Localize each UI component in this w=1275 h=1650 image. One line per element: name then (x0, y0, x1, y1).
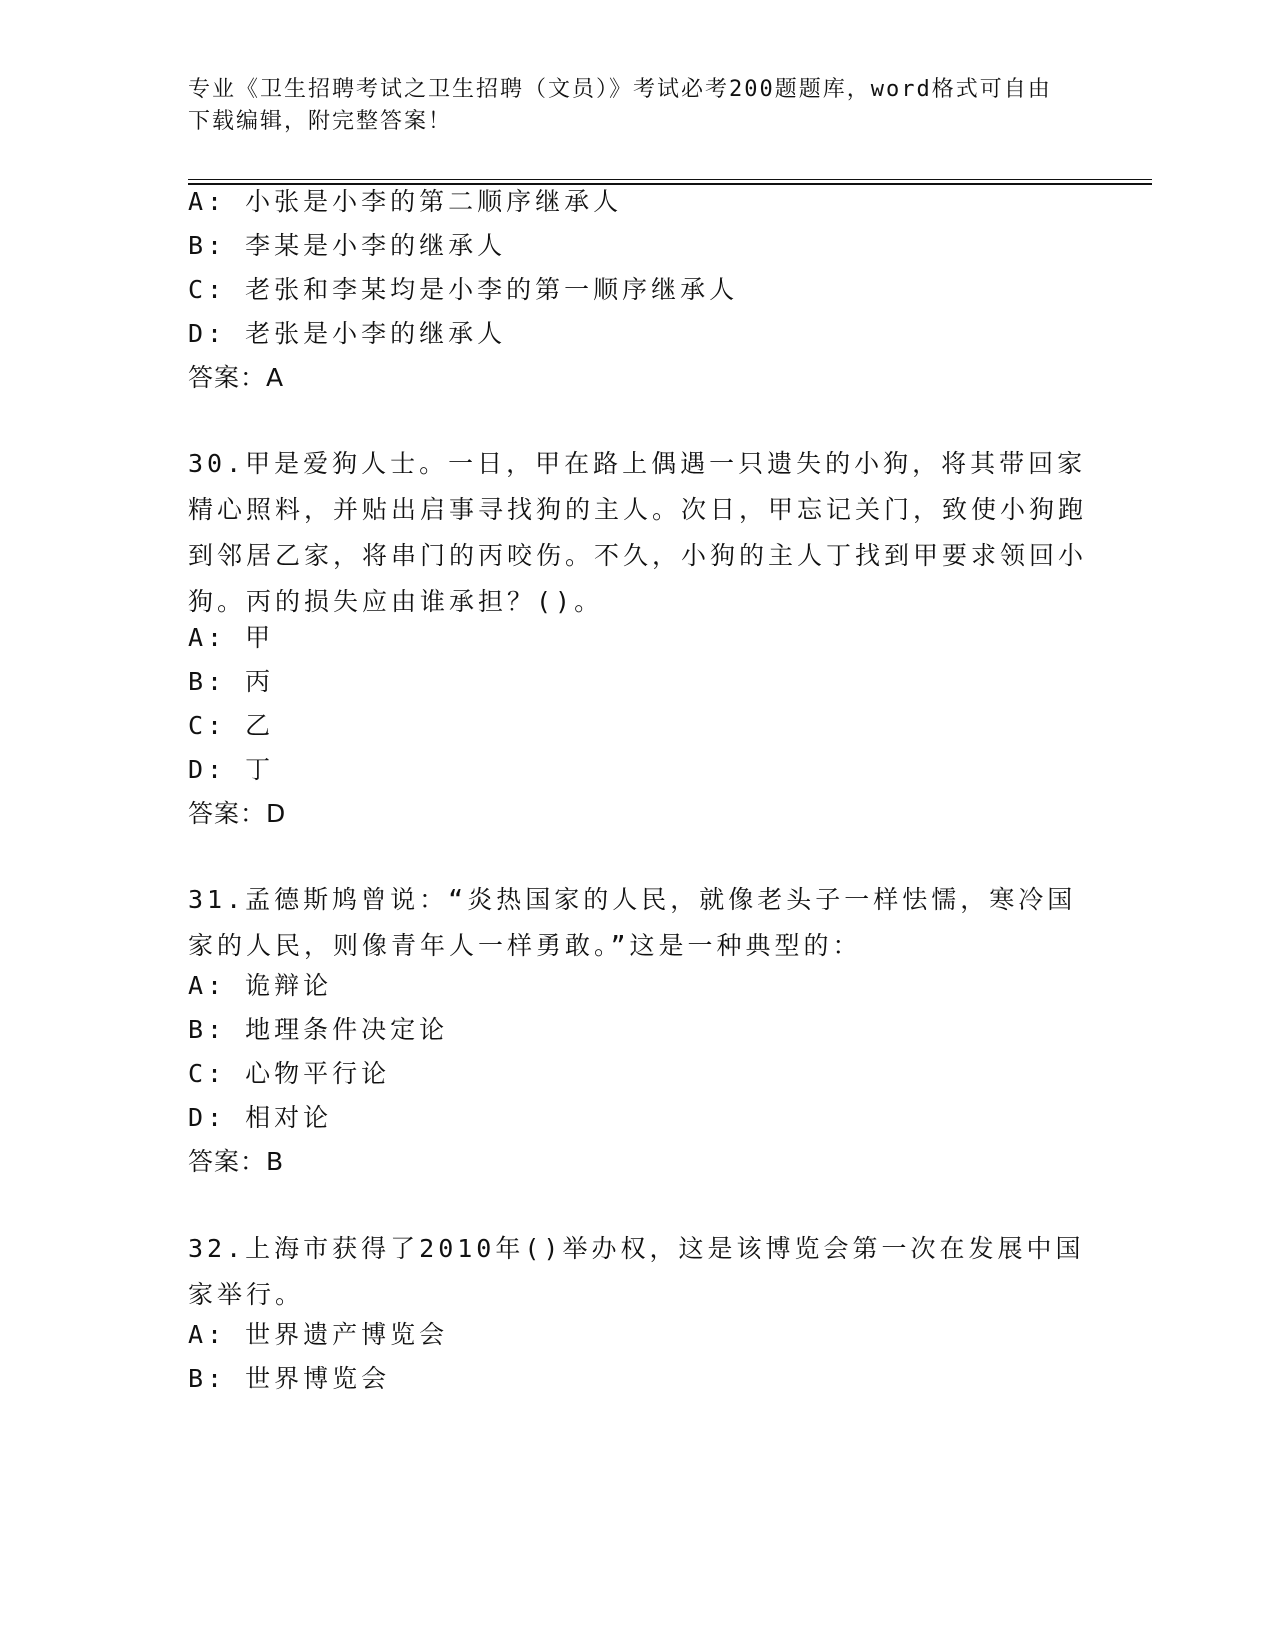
q31-option-d: D: 相对论 (188, 1103, 333, 1132)
q29-option-d: D: 老张是小李的继承人 (188, 319, 507, 348)
q30-option-b: B: 丙 (188, 667, 275, 696)
q31-option-b: B: 地理条件决定论 (188, 1015, 449, 1044)
q29-option-c: C: 老张和李某均是小李的第一顺序继承人 (188, 275, 739, 304)
q31-option-c: C: 心物平行论 (188, 1059, 391, 1088)
q30-stem: 30.甲是爱狗人士。一日，甲在路上偶遇一只遗失的小狗，将其带回家精心照料，并贴出启事寻找狗的主人。次日，甲忘记关门，致使小狗跑到邻居乙家，将串门的丙咬伤。不久，小狗的主人丁找到甲要求领回小狗。丙的损失应由谁承担？()。 (188, 449, 1088, 616)
q29-answer: 答案：A (188, 363, 285, 392)
q30-option-d: D: 丁 (188, 755, 275, 784)
q31-option-a: A: 诡辩论 (188, 971, 333, 1000)
q29-option-b: B: 李某是小李的继承人 (188, 231, 507, 260)
header-divider-thick (188, 183, 1152, 185)
q32-option-b: B: 世界博览会 (188, 1364, 391, 1393)
q30-answer: 答案：D (188, 799, 287, 828)
q32-option-a: A: 世界遗产博览会 (188, 1320, 449, 1349)
q30-option-c: C: 乙 (188, 711, 275, 740)
q32-stem: 32.上海市获得了2010年()举办权，这是该博览会第一次在发展中国家举行。 (188, 1234, 1085, 1309)
q31-answer: 答案：B (188, 1147, 285, 1176)
q31-stem: 31.孟德斯鸠曾说：“炎热国家的人民，就像老头子一样怯懦，寒冷国家的人民，则像青年人一样勇敢。”这是一种典型的： (188, 885, 1077, 960)
document-header: 专业《卫生招聘考试之卫生招聘（文员）》考试必考200题题库，word格式可自由下载编辑，附完整答案！ (188, 77, 1052, 134)
q30-option-a: A: 甲 (188, 623, 275, 652)
q29-option-a: A: 小张是小李的第二顺序继承人 (188, 187, 623, 216)
header-divider-thin (188, 179, 1152, 180)
